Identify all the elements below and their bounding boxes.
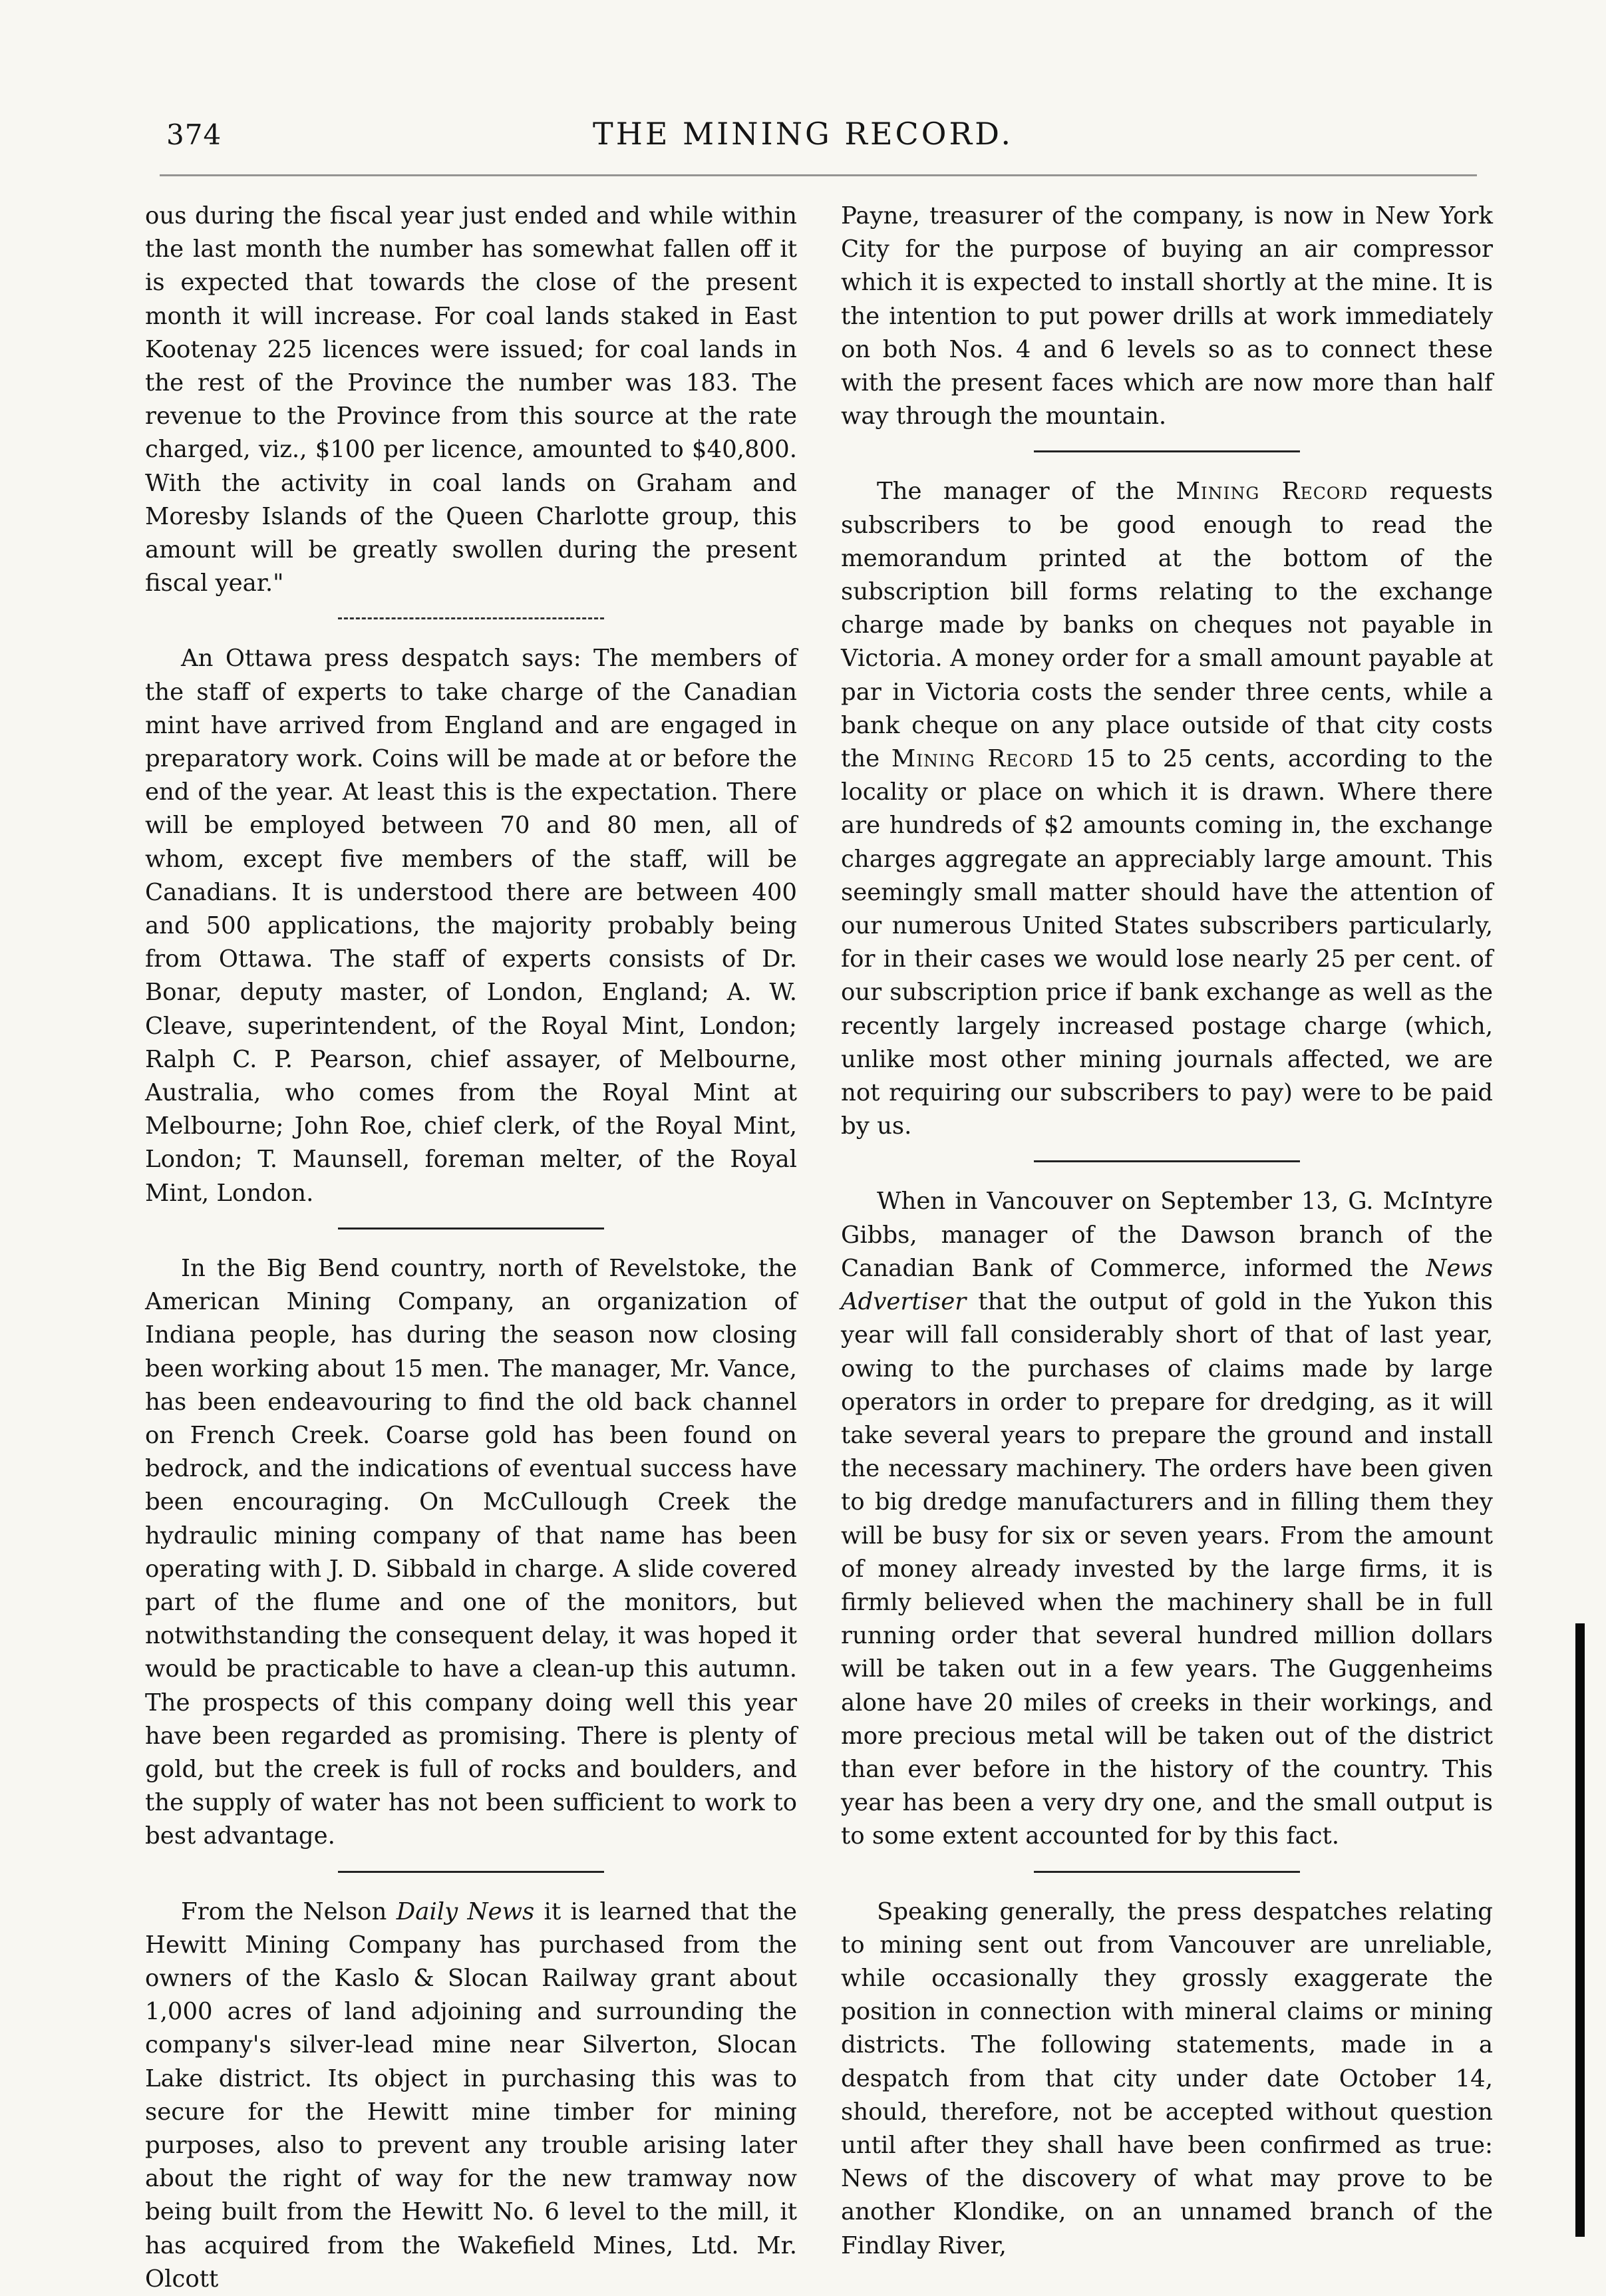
text-run: 15 to 25 cents, according to the locality or place on which it is drawn. Where there are hundreds of $2 amounts coming in, the exchange charges aggregate an appreciably large amount. This seemingly small matter should have the attention of our numerous United States subscribers particularly, for in their cases we would lose nearly 25 per cent. of our subscription price if bank exchange as well as the recently largely increased postage charge (which, unlike most other mining journals affected, we are not requiring our subscribers to pay) were to be paid by us. xyxy=(841,745,1493,1140)
paragraph-big-bend: In the Big Bend country, north of Revelstoke, the American Mining Company, an organization of Indiana people, has during the season now closing been working about 15 men. The manager, Mr. Vance, has been endeavouring to find the old back channel on French Creek. Coarse gold has been found on bedrock, and the indications of eventual success have been encouraging. On McCullough Creek the hydraulic mining company of that name has been operating with J. D. Sibbald in charge. A slide covered part of the flume and one of the monitors, but notwithstanding the consequent delay, it was hoped it would be practicable to have a clean-up this autumn. The prospects of this company doing well this year have been regarded as promising. There is plenty of gold, but the creek is full of rocks and boulders, and the supply of water has not been sufficient to work to best advantage. xyxy=(145,1254,797,1850)
paragraph-hewitt-mining xyxy=(145,1895,797,2296)
text-run: The manager of the xyxy=(877,478,1176,506)
section-divider xyxy=(1034,450,1300,452)
paragraph-coal-licences: ous during the fiscal year just ended and while within the last month the number has somewhat fallen off it is expected that towards the close of the present month it will increase. For coal lands staked in East Kootenay 225 licences were issued; for coal lands in the rest of the Province the number was 183. The revenue to the Province from this source at the rate charged, viz., $100 per licence, amounted to $40,800. With the activity in coal lands on Graham and Moresby Islands of the Queen Charlotte group, this amount will be greatly swollen during the present fiscal year." xyxy=(145,202,797,597)
paragraph-yukon-gold xyxy=(841,1185,1493,1853)
newspaper-name-news-advertiser: News Advertiser xyxy=(841,1254,1493,1316)
scan-edge-shadow xyxy=(1575,1623,1585,2237)
text-run: From the Nelson xyxy=(181,1897,397,1925)
section-divider xyxy=(338,1871,604,1873)
section-divider xyxy=(338,1228,604,1230)
text-run: that the output of gold in the Yukon this year will fall considerably short of that of last year, owing to the purchases of claims made by large operators in order to prepare for dredging, as it will take several years to prepare the ground and install the necessary machinery. The orders have been given to big dredge manufacturers and in filling them they will be busy for six or seven years. From the amount of money already invested by the large firms, it is firmly believed when the machinery shall be in full running order that several hundred million dollars will be taken out in a few years. The Guggenheims alone have 20 miles of creeks in their workings, and more precious metal will be taken out of the district than ever before in the history of the country. This year has been a very dry one, and the small output is to some extent accounted for by this fact. xyxy=(841,1288,1493,1850)
paragraph-canadian-mint: An Ottawa press despatch says: The members of the staff of experts to take charge of the Canadian mint have arrived from England and are engaged in preparatory work. Coins will be made at or before the end of the year. At least this is the expectation. There will be employed between 70 and 80 men, all of whom, except five members of the staff, will be Canadians. It is understood there are between 400 and 500 applications, the majority probably being from Ottawa. The staff of experts consists of Dr. Bonar, deputy master, of London, England; A. W. Cleave, superintendent, of the Royal Mint, London; Ralph C. P. Pearson, chief assayer, of Melbourne, Australia, who comes from the Royal Mint at Melbourne; John Roe, chief clerk, of the Royal Mint, London; T. Maunsell, foreman melter, of the Royal Mint, London. xyxy=(145,645,797,1207)
newspaper-name-daily-news: Daily News xyxy=(396,1897,535,1925)
section-divider xyxy=(338,617,604,619)
right-column xyxy=(841,200,1494,2259)
journal-name-mining-record: Mining Record xyxy=(1176,478,1368,506)
text-run: it is learned that the Hewitt Mining Company has purchased from the owners of the Kaslo & Slocan Railway grant about 1,000 acres of land adjoining and surrounding the company's silver-lead mine near Silverton, Slocan Lake district. Its object in purchasing this was to secure for the Hewitt mine timber for mining purposes, also to prevent any trouble arising later about the right of way for the new tramway now being built from the Hewitt No. 6 level to the mill, it has acquired from the Wakefield Mines, Ltd. Mr. Olcott xyxy=(145,1897,797,2293)
section-divider xyxy=(1034,1871,1300,1873)
text-run: requests subscribers to be good enough to read the memorandum printed at the bottom of the subscription bill forms relating to the exchange charge made by banks on cheques not payable in Victoria. A money order for a small amount payable at par in Victoria costs the sender three cents, while a bank cheque on any place outside of that city costs the xyxy=(841,478,1494,773)
page-number: 374 xyxy=(166,118,222,151)
running-head-title: THE MINING RECORD. xyxy=(593,116,1013,152)
text-run: When in Vancouver on September 13, G. McIntyre Gibbs, manager of the Dawson branch of the Canadian Bank of Commerce, informed the xyxy=(841,1188,1493,1282)
paragraph-payne-compressor: Payne, treasurer of the company, is now in New York City for the purpose of buying an air compressor which it is expected to install shortly at the mine. It is the intention to put power drills at work immediately on both Nos. 4 and 6 levels so as to connect these with the present faces which are now more than half way through the mountain. xyxy=(841,202,1493,430)
journal-name-mining-record: Mining Record xyxy=(891,745,1074,773)
paragraph-vancouver-despatches: Speaking generally, the press despatches relating to mining sent out from Vancouver are unreliable, while occasionally they grossly exaggerate the position in connection with mineral claims or mining districts. The following statements, made in a despatch from that city under date October 14, should, therefore, not be accepted without question until after they shall have been confirmed as true: News of the discovery of what may prove to be another Klondike, on an unnamed branch of the Findlay River, xyxy=(841,1897,1493,2259)
paragraph-exchange-charge xyxy=(841,475,1493,1143)
section-divider xyxy=(1034,1160,1300,1162)
left-column xyxy=(145,200,797,2293)
header-rule xyxy=(160,174,1477,176)
